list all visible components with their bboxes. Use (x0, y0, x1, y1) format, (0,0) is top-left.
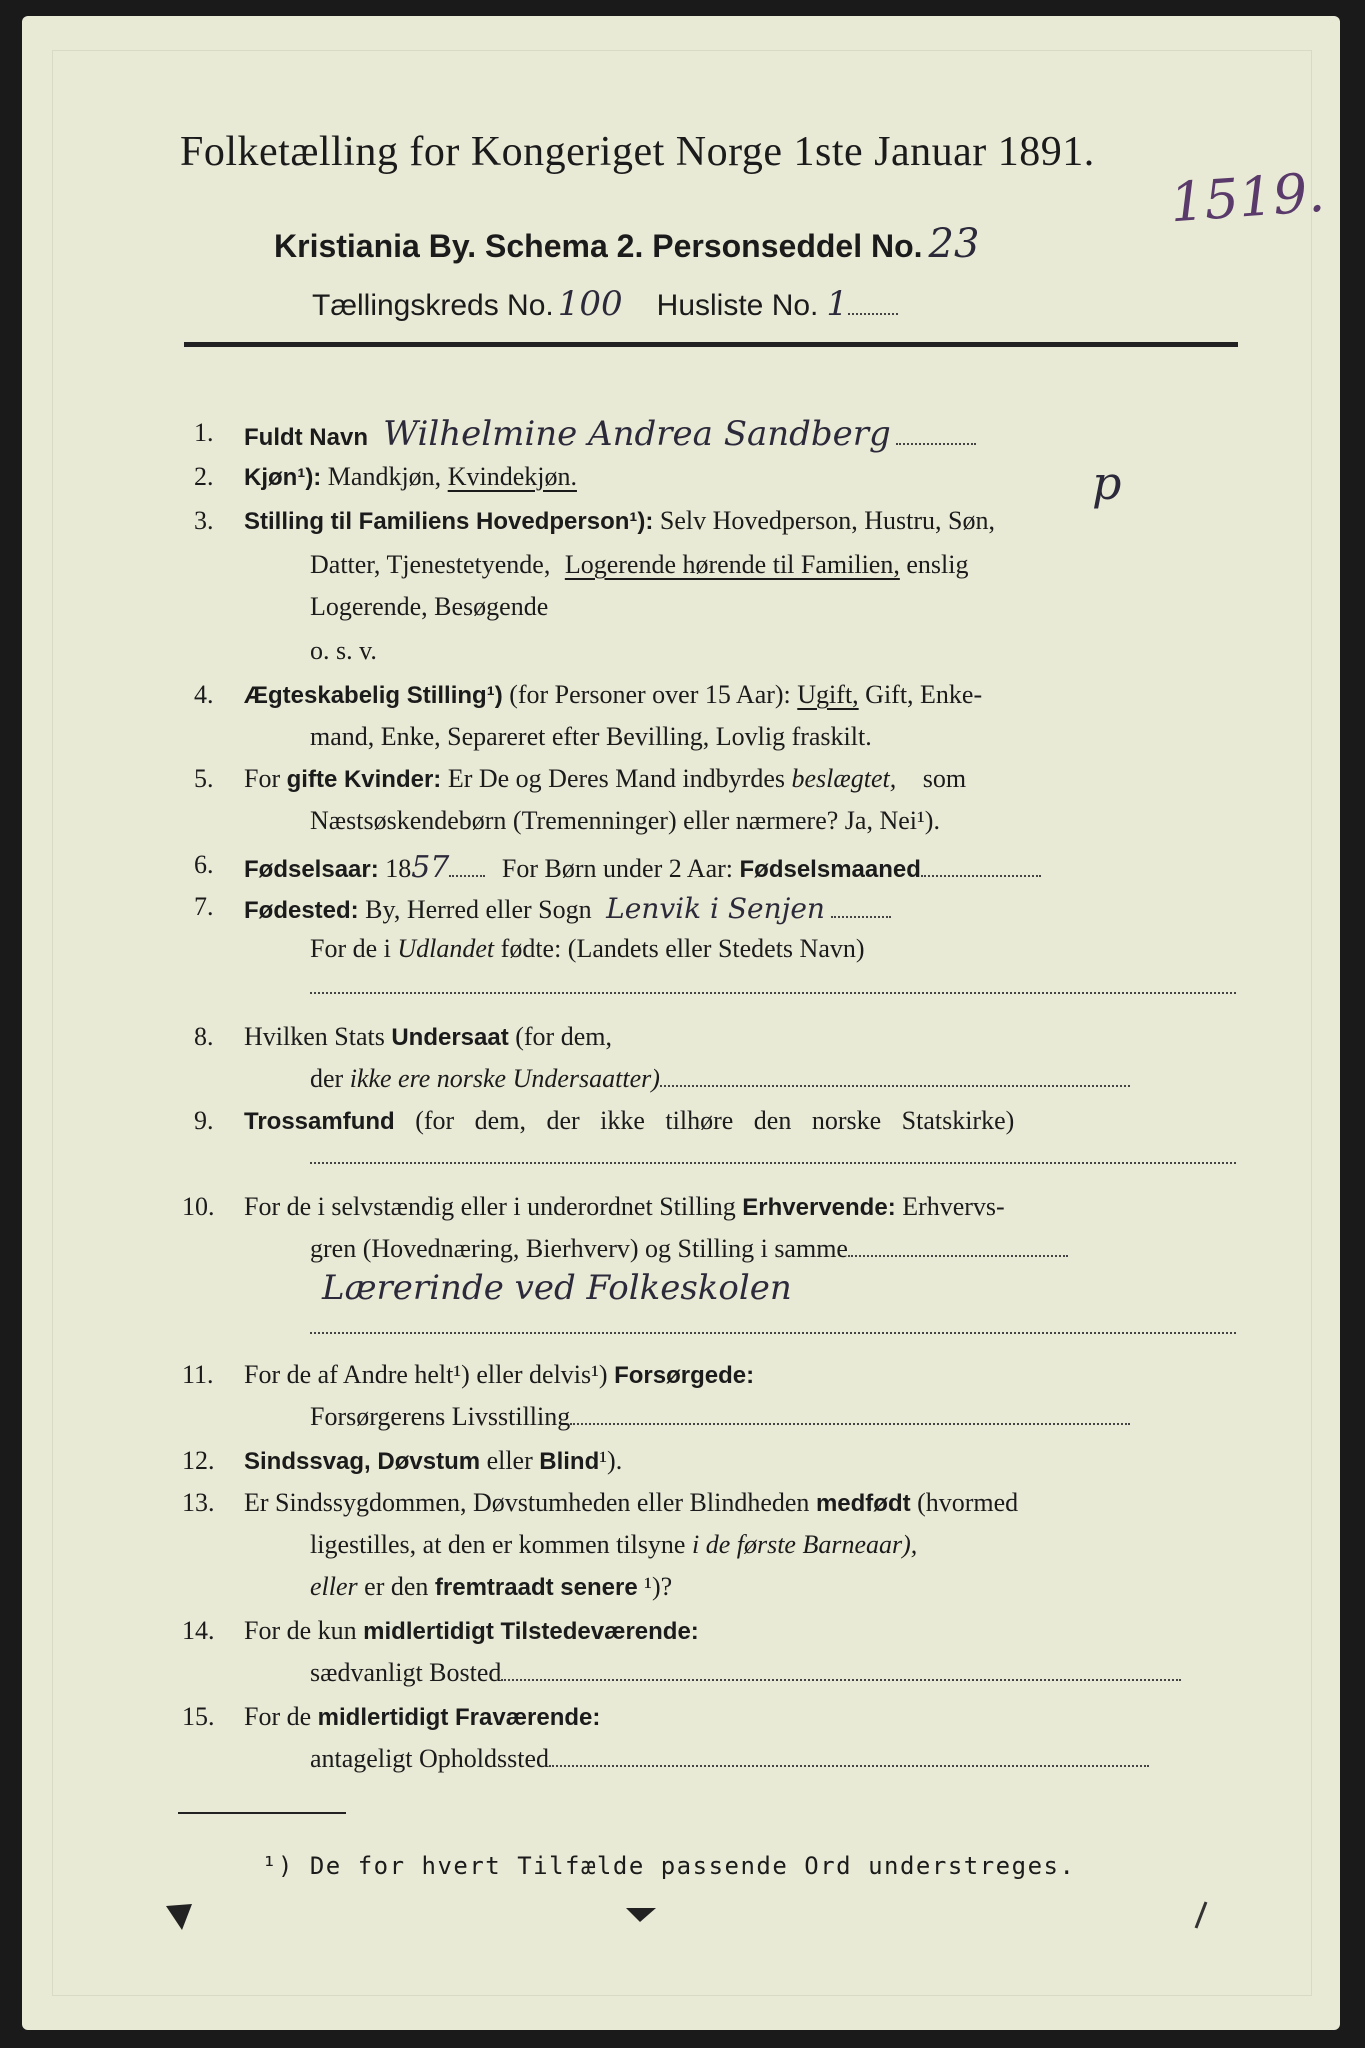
krets-label: Tællingskreds No. (312, 289, 554, 322)
q9-row (244, 1106, 1014, 1136)
q10-text-a: For de i selvstændig eller i underordnet Stilling (244, 1192, 736, 1221)
q10-row-b (310, 1234, 1068, 1264)
q6-year-prefix: 18 (385, 854, 412, 883)
q14-text-a: For de kun (244, 1616, 357, 1645)
q9-text-a: (for dem, der ikke tilhøre den norske Statskirke) (415, 1106, 1015, 1135)
q8-row-a (244, 1022, 612, 1052)
q3-text-f: o. s. v. (310, 636, 377, 665)
q13-row-c (310, 1572, 672, 1602)
q4-text-c: Gift, Enke- (865, 680, 983, 709)
q2-row (244, 462, 577, 492)
q12-label: Sindssvag, Døvstum (244, 1448, 481, 1475)
q10-answer-occupation: Lærerinde ved Folkeskolen (322, 1268, 792, 1308)
q8-number: 8. (194, 1022, 214, 1051)
q5-text-c: beslægtet, (791, 764, 897, 793)
q7-blank-line (310, 974, 1236, 994)
q2-option-male: Mandkjøn, (327, 462, 442, 491)
q4-text-d: mand, Enke, Separeret efter Bevilling, Lovlig fraskilt. (310, 722, 872, 751)
q1-number: 1. (194, 418, 214, 447)
q1-dots (896, 425, 976, 445)
q3-text-c: Logerende hørende til Familien, (564, 550, 900, 579)
schema-line-label: Kristiania By. Schema 2. Personseddel No. (274, 228, 923, 264)
registration-mark-right (1188, 1896, 1218, 1936)
form-title: Folketælling for Kongeriget Norge 1ste Januar 1891. (180, 129, 1095, 175)
q8-label: Undersaat (391, 1024, 509, 1051)
q2-option-female: Kvindekjøn. (447, 462, 577, 491)
registration-mark-left (162, 1896, 202, 1936)
q15-label: midlertidigt Fraværende: (317, 1704, 601, 1731)
q7-text-b: For de i (310, 934, 391, 963)
q11-dots (570, 1405, 1130, 1425)
q3-row-a (244, 506, 995, 536)
q15-row-b (310, 1744, 1149, 1774)
q10-row-a (244, 1192, 1005, 1222)
q8-text-a: Hvilken Stats (244, 1022, 385, 1051)
q1-label: Fuldt Navn (244, 424, 368, 451)
q12-row (244, 1446, 622, 1476)
q3-text-a: Selv Hovedperson, Hustru, Søn, (659, 506, 995, 535)
q7-row-a (244, 892, 891, 925)
q11-number: 11. (182, 1360, 214, 1389)
q2-label: Kjøn¹): (244, 464, 322, 491)
q14-text-b: sædvanligt Bosted (310, 1658, 502, 1687)
q12-text-a: eller (486, 1446, 533, 1475)
q6-dots-b (921, 857, 1041, 877)
q15-text-b: antageligt Opholdssted (310, 1744, 550, 1773)
q3-text-b: Datter, Tjenestetyende, (310, 550, 551, 579)
q6-year-answer: 57 (411, 850, 450, 885)
q8-text-c: der (310, 1064, 344, 1093)
q8-text-d: ikke ere norske Undersaatter) (349, 1064, 660, 1093)
q14-row-a (244, 1616, 699, 1646)
q14-dots (501, 1661, 1181, 1681)
q6-number: 6. (194, 850, 214, 879)
q7-text-d: fødte: (Landets eller Stedets Navn) (500, 934, 865, 963)
q6-text-a: For Børn under 2 Aar: (501, 854, 733, 883)
q1-answer-name: Wilhelmine Andrea Sandberg (383, 414, 891, 454)
q3-row-b (310, 550, 968, 580)
handwritten-corner-number: 1519. (1167, 160, 1327, 235)
q2-number: 2. (194, 462, 214, 491)
q6-label: Fødselsaar: (244, 856, 379, 883)
q8-row-b (310, 1064, 1130, 1094)
q13-text-a: Er Sindssygdommen, Døvstumheden eller Blindheden (244, 1488, 810, 1517)
personseddel-number: 23 (928, 221, 980, 267)
q11-row-b (310, 1402, 1130, 1432)
q13-label2: fremtraadt senere (434, 1574, 638, 1601)
q11-text-b: Forsørgerens Livsstilling (310, 1402, 571, 1431)
husliste-label: Husliste No. (656, 289, 819, 322)
q6-dots-a (449, 857, 485, 877)
q14-number: 14. (182, 1616, 215, 1645)
q9-blank-line (310, 1144, 1236, 1164)
q13-text-c: ligestilles, at den er kommen tilsyne (310, 1530, 686, 1559)
q8-text-b: (for dem, (515, 1022, 612, 1051)
registration-mark-center (622, 1900, 662, 1930)
q1-row (244, 414, 976, 454)
q5-text-e: Næstsøskendebørn (Tremenninger) eller nærmere? Ja, Nei¹). (310, 806, 940, 835)
q7-text-a: By, Herred eller Sogn (365, 895, 592, 924)
q4-label: Ægteskabelig Stilling¹) (244, 682, 503, 709)
q12-label2: Blind (539, 1448, 600, 1475)
q7-answer-birthplace: Lenvik i Senjen (606, 892, 825, 925)
q10-blank-line (310, 1314, 1236, 1334)
q13-text-f: er den (364, 1572, 429, 1601)
q12-text-b: ¹). (599, 1446, 623, 1475)
krets-line (312, 284, 898, 324)
q13-text-b: (hvormed (917, 1488, 1019, 1517)
q15-row-a (244, 1702, 600, 1732)
q7-number: 7. (194, 892, 214, 921)
q9-number: 9. (194, 1106, 214, 1135)
q4-number: 4. (194, 680, 214, 709)
q6-row (244, 850, 1041, 885)
q5-label: gifte Kvinder: (286, 766, 442, 793)
q4-text-a: (for Personer over 15 Aar): (509, 680, 791, 709)
q5-number: 5. (194, 764, 214, 793)
q3-label: Stilling til Familiens Hovedperson¹): (244, 508, 654, 535)
q3-text-e: Logerende, Besøgende (310, 592, 549, 621)
q13-text-e: eller (310, 1572, 358, 1601)
q11-label: Forsørgede: (614, 1362, 755, 1389)
krets-number: 100 (557, 284, 623, 324)
q4-option-ugift: Ugift, (797, 680, 859, 709)
q13-label: medfødt (815, 1490, 911, 1517)
q7-label: Fødested: (244, 897, 359, 924)
q8-dots (660, 1067, 1130, 1087)
q9-label: Trossamfund (244, 1108, 395, 1135)
q14-label: midlertidigt Tilstedeværende: (363, 1618, 699, 1645)
q11-row-a (244, 1360, 754, 1390)
footnote: ¹) De for hvert Tilfælde passende Ord understreges. (262, 1852, 1076, 1880)
q10-label: Erhvervende: (742, 1194, 896, 1221)
q5-text-a: For (244, 764, 281, 793)
q13-row-a (244, 1488, 1018, 1518)
q11-text-a: For de af Andre helt¹) eller delvis¹) (244, 1360, 608, 1389)
q7-dots (831, 898, 891, 918)
q14-row-b (310, 1658, 1181, 1688)
q10-dots (848, 1237, 1068, 1257)
q5-row-a (244, 764, 966, 794)
husliste-dots (848, 295, 898, 315)
q13-row-b (310, 1530, 917, 1560)
census-form-paper (22, 16, 1340, 2030)
q10-text-c: gren (Hovednæring, Bierhverv) og Stilling i samme (310, 1234, 848, 1263)
q13-number: 13. (182, 1488, 215, 1517)
q5-text-b: Er De og Deres Mand indbyrdes (447, 764, 785, 793)
q13-text-g: ¹)? (644, 1572, 673, 1601)
header-rule (184, 342, 1238, 347)
q2-handwritten-mark: p (1092, 456, 1122, 510)
q10-text-b: Erhvervs- (902, 1192, 1005, 1221)
q3-number: 3. (194, 506, 214, 535)
footnote-rule (178, 1812, 346, 1814)
q4-row-a (244, 680, 982, 710)
q6-label2: Fødselsmaaned (739, 856, 921, 883)
q7-text-c: Udlandet (397, 934, 495, 963)
schema-line (274, 221, 979, 267)
q10-row-c (322, 1268, 792, 1308)
q15-text-a: For de (244, 1702, 312, 1731)
q15-dots (549, 1747, 1149, 1767)
q7-row-b (310, 934, 865, 964)
husliste-number: 1 (826, 284, 849, 324)
q13-text-d: i de første Barneaar), (691, 1530, 918, 1559)
q5-text-d: som (922, 764, 967, 793)
q12-number: 12. (182, 1446, 215, 1475)
q15-number: 15. (182, 1702, 215, 1731)
q10-number: 10. (182, 1192, 215, 1221)
q3-text-d: enslig (906, 550, 969, 579)
